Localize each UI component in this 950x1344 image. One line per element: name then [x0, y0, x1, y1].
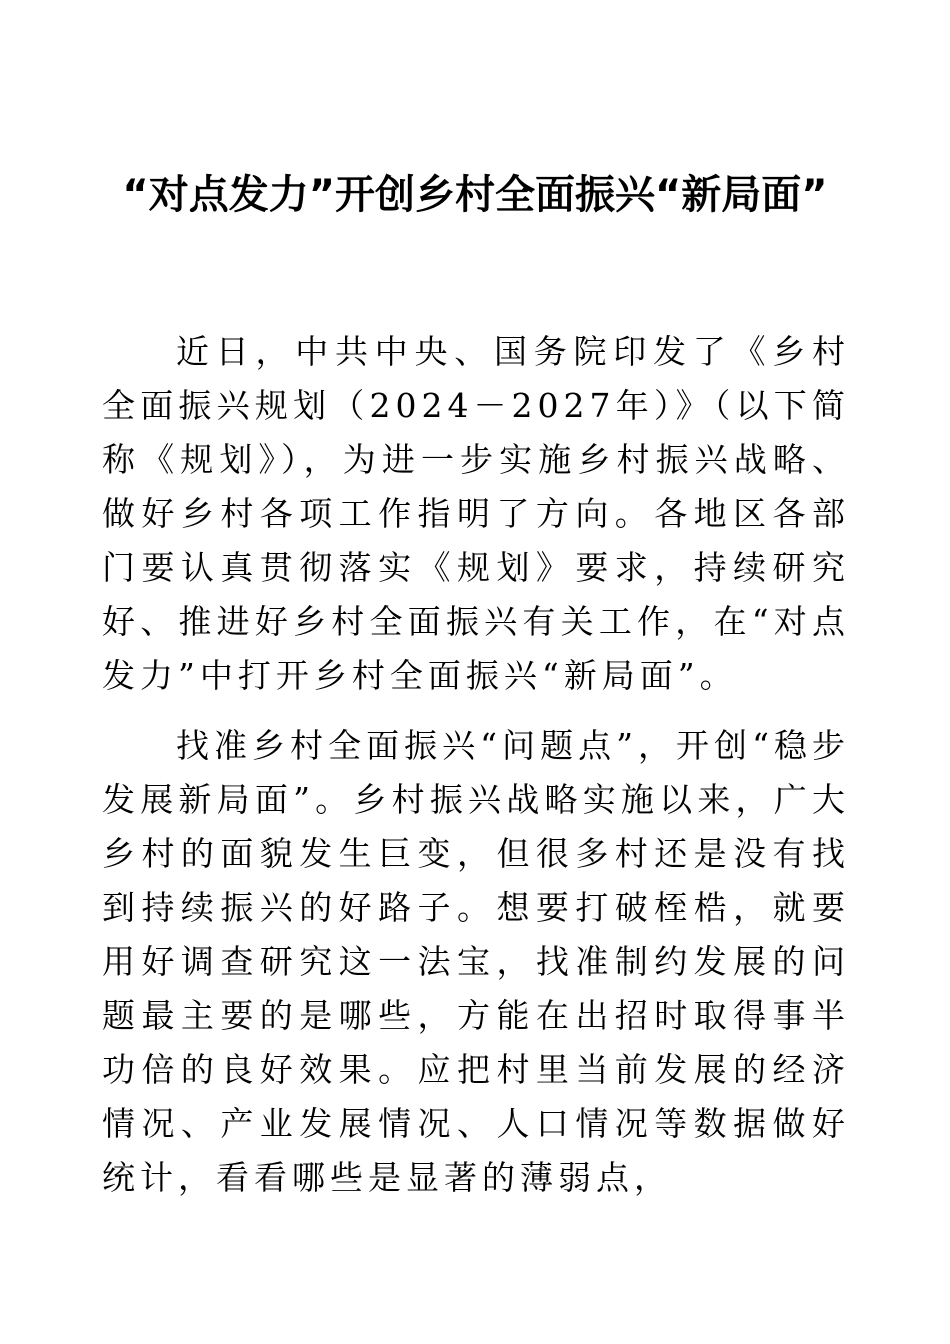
paragraph-2: 找准乡村全面振兴“问题点”，开创“稳步发展新局面”。乡村振兴战略实施以来，广大乡村的面貌发生巨变，但很多村还是没有找到持续振兴的好路子。想要打破桎梏，就要用好调查研究这一法宝，找准制约发展的问题最主要的是哪些，方能在出招时取得事半功倍的良好效果。应把村里当前发展的经济情况、产业发展情况、人口情况等数据做好统计，看看哪些是显著的薄弱点，	[102, 726, 850, 1197]
document-title: “对点发力”开创乡村全面振兴“新局面”	[122, 172, 828, 218]
paragraph-1: 近日，中共中央、国务院印发了《乡村全面振兴规划（2024－2027年）》（以下简称《规划》），为进一步实施乡村振兴战略、做好乡村各项工作指明了方向。各地区各部门要认真贯彻落实《规划》要求，持续研究好、推进好乡村全面振兴有关工作，在“对点发力”中打开乡村全面振兴“新局面”。	[102, 332, 850, 695]
